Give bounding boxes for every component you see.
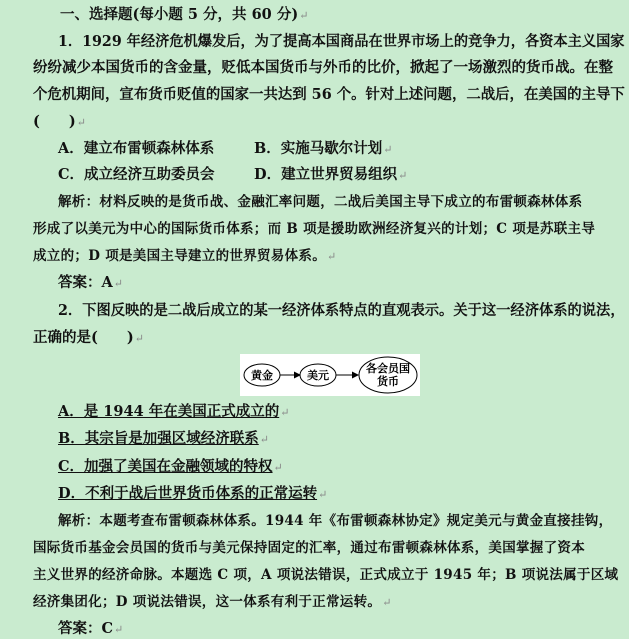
q2-option-d: D．不利于战后世界货币体系的正常运转↵	[58, 485, 328, 502]
q2-option-b: B．其宗旨是加强区域经济联系↵	[58, 430, 269, 447]
q1-option-c: C．成立经济互助委员会	[58, 166, 215, 183]
gold-dollar-diagram	[240, 354, 420, 396]
q1-stem-line-2: 纷纷减少本国货币的含金量，贬低本国货币与外币的比价，掀起了一场激烈的货币战。在整	[33, 59, 613, 76]
q2-option-a: A．是 1944 年在美国正式成立的↵	[58, 403, 290, 420]
q1-option-b: B．实施马歇尔计划↵	[254, 140, 393, 157]
section-title: 一、选择题(每小题 5 分，共 60 分)↵	[60, 6, 309, 23]
q1-analysis-line-3: 成立的；D 项是美国主导建立的世界贸易体系。↵	[33, 248, 337, 264]
q1-option-d: D．建立世界贸易组织↵	[254, 166, 408, 183]
q2-option-c: C．加强了美国在金融领域的特权↵	[58, 458, 283, 475]
q2-analysis-line-2: 国际货币基金会员国的货币与美元保持固定的汇率，通过布雷顿森林体系，美国掌握了资本	[33, 540, 585, 556]
q2-analysis-line-3: 主义世界的经济命脉。本题选 C 项，A 项说法错误，正式成立于 1945 年；B 项说法属于区域	[33, 567, 619, 583]
q1-stem-line-4: ( )↵	[33, 113, 86, 130]
diagram-svg	[240, 354, 420, 396]
q1-stem-line-1: 1．1929 年经济危机爆发后，为了提高本国商品在世界市场上的竞争力，各资本主义国家	[58, 33, 625, 50]
q1-answer: 答案：A↵	[58, 274, 123, 291]
member-label-line-1: 各会员国	[366, 362, 410, 375]
member-label-line-2: 货币	[377, 375, 399, 388]
q1-stem-line-3: 个危机期间，宣布货币贬值的国家一共达到 56 个。针对上述问题，二战后，在美国的主导下	[33, 86, 625, 103]
q1-analysis-line-1: 解析：材料反映的是货币战、金融汇率问题，二战后美国主导下成立的布雷顿森林体系	[58, 194, 583, 210]
q1-option-a: A．建立布雷顿森林体系	[58, 140, 215, 157]
q2-analysis-line-1: 解析：本题考查布雷顿森林体系。1944 年《布雷顿森林协定》规定美元与黄金直接挂钩，	[58, 513, 613, 529]
q2-stem-line-1: 2．下图反映的是二战后成立的某一经济体系特点的直观表示。关于这一经济体系的说法，	[58, 302, 625, 319]
q2-answer: 答案：C↵	[58, 620, 124, 637]
dollar-label: 美元	[307, 369, 329, 382]
q1-analysis-line-2: 形成了以美元为中心的国际货币体系；而 B 项是援助欧洲经济复兴的计划；C 项是苏联主导	[33, 221, 596, 237]
gold-label: 黄金	[251, 369, 273, 382]
q2-analysis-line-4: 经济集团化；D 项说法错误，这一体系有利于正常运转。↵	[33, 594, 392, 610]
q2-stem-line-2: 正确的是( )↵	[33, 329, 144, 346]
